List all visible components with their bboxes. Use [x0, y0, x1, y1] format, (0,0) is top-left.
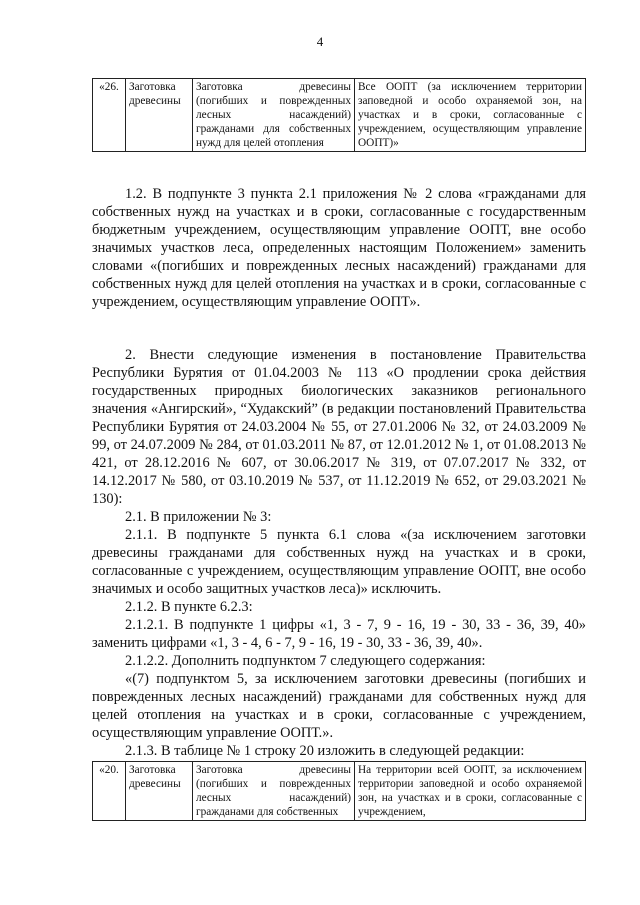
paragraph-2: 2. Внести следующие изменения в постановление Правительства Республики Бурятия от 01.04.2003 № 113 «О продлении срока действия государственных природных биологических заказников регионального значения «Ангирский», “Худакский” (в редакции постановлений Правительства Республики Бурятия от 24.03.2004 № 55, от 27.01.2006 № 32, от 24.03.2009 № 99, от 24.07.2009 № 284, от 01.03.2011 № 87, от 12.01.2012 № 1, от 01.08.2013 № 421, от 28.12.2016 № 607, от 30.06.2017 № 319, от 07.07.2017 № 332, от 14.12.2017 № 580, от 03.10.2019 № 537, от 11.12.2019 № 652, от 29.03.2021 № 130): — [92, 347, 586, 507]
territory-cell: На территории всей ООПТ, за исключением территории заповедной и особо охраняемой зон, на участках и в сроки, согласованные с учреждением, — [355, 762, 586, 821]
activity-description-cell: Заготовка древесины (погибших и поврежденных лесных насаждений) гражданами для собственных нужд для целей отопления — [193, 79, 355, 152]
table-row-20 — [92, 761, 586, 821]
row-number-cell: «26. — [93, 79, 126, 152]
activity-name-cell: Заготовка древесины — [126, 79, 193, 152]
table-row-26 — [92, 78, 586, 152]
activity-name-cell: Заготовка древесины — [126, 762, 193, 821]
row-number-cell: «20. — [93, 762, 126, 821]
table-row — [93, 762, 586, 821]
paragraph-block-2 — [92, 346, 586, 760]
paragraph-2-1-3: 2.1.3. В таблице № 1 строку 20 изложить в следующей редакции: — [125, 743, 525, 759]
paragraph-2-1-2-2: 2.1.2.2. Дополнить подпунктом 7 следующего содержания: — [125, 653, 486, 669]
paragraph-2-1-2: 2.1.2. В пункте 6.2.3: — [125, 599, 253, 615]
activity-description-cell: Заготовка древесины (погибших и поврежденных лесных насаждений) гражданами для собственных — [193, 762, 355, 821]
territory-cell: Все ООПТ (за исключением территории заповедной и особо охраняемой зон, на участках и в сроки, согласованные с учреждением, осуществляющим управление ООПТ)» — [355, 79, 586, 152]
paragraph-2-1-2-1: 2.1.2.1. В подпункте 1 цифры «1, 3 - 7, 9 - 16, 19 - 30, 33 - 36, 39, 40» заменить цифрами «1, 3 - 4, 6 - 7, 9 - 16, 19 - 30, 33 - 36, 39, 40». — [92, 617, 586, 651]
table-row — [93, 79, 586, 152]
paragraph-1-2: 1.2. В подпункте 3 пункта 2.1 приложения № 2 слова «гражданами для собственных нужд на участках и в сроки, согласованные с государственным бюджетным учреждением, осуществляющим управление ООПТ, вне особо значимых участков леса, определенных настоящим Положением» заменить словами «(погибших и поврежденных лесных насаждений) гражданами для собственных нужд для целей отопления на участках и в сроки, согласованные с учреждением, осуществляющим управление ООПТ». — [92, 186, 586, 310]
paragraph-block-1 — [92, 185, 586, 311]
page-number: 4 — [316, 34, 324, 49]
paragraph-quote-7: «(7) подпунктом 5, за исключением заготовки древесины (погибших и поврежденных лесных насаждений) гражданами для собственных нужд для целей отопления на участках и в сроки, согласованные с учреждением, осуществляющим управление ООПТ.». — [92, 671, 586, 741]
paragraph-2-1-1: 2.1.1. В подпункте 5 пункта 6.1 слова «(за исключением заготовки древесины гражданами для собственных нужд на участках и в сроки, согласованные с учреждением, осуществляющим управление ООПТ, вне особо значимых и особо защитных участков леса)» исключить. — [92, 527, 586, 597]
paragraph-2-1: 2.1. В приложении № 3: — [125, 509, 272, 525]
